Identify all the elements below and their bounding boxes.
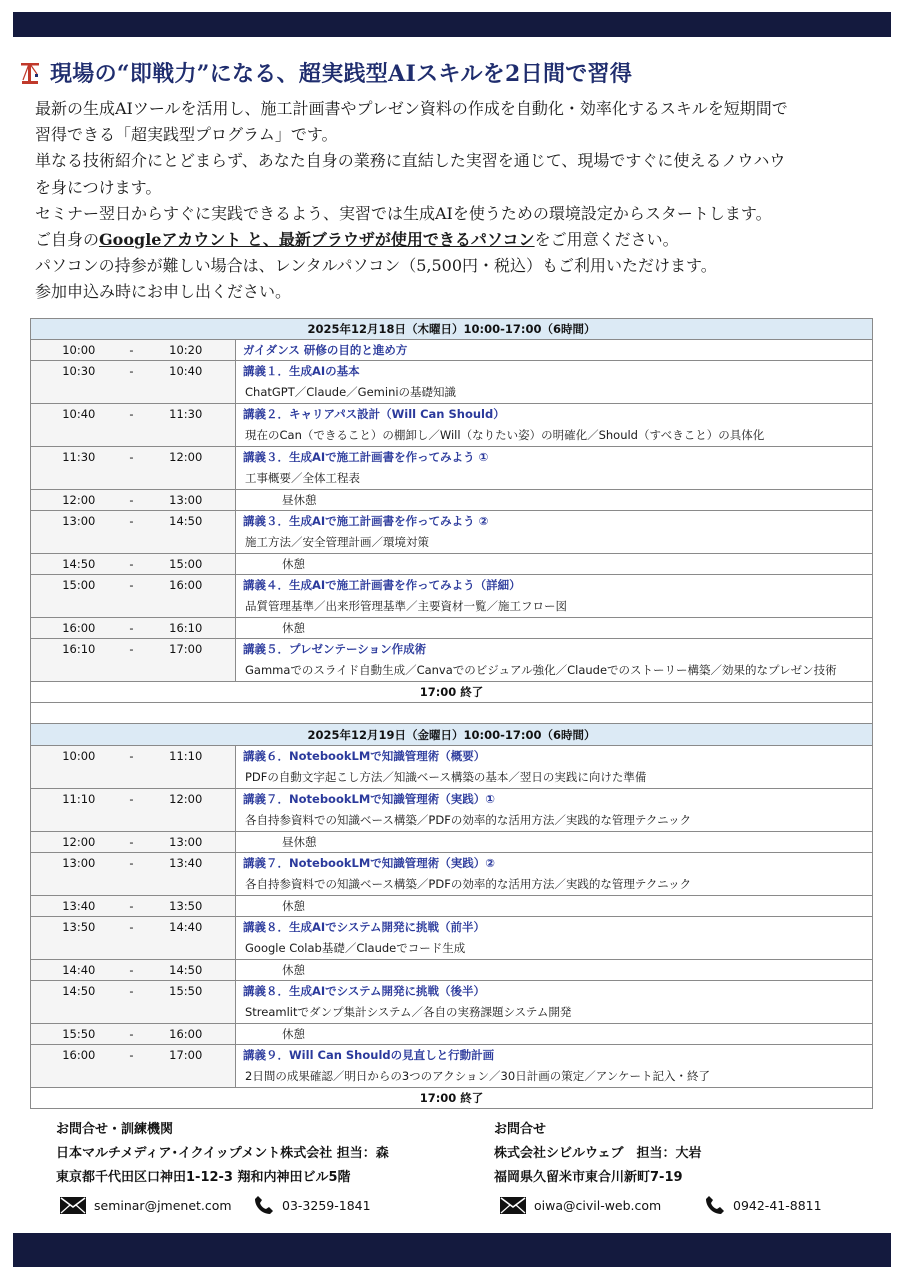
table-row xyxy=(30,511,873,554)
time-cell xyxy=(31,447,236,489)
start-time: 10:00 xyxy=(62,343,96,357)
break-label: 昼休憩 xyxy=(282,835,317,849)
lesson-title: 講義２．キャリアパス設計（Will Can Should） xyxy=(243,407,505,421)
table-row xyxy=(30,490,873,511)
requirements-emphasis: Googleアカウント と、最新ブラウザが使用できるパソコン xyxy=(99,229,535,249)
start-time: 16:00 xyxy=(62,621,96,635)
time-separator: - xyxy=(129,1048,134,1062)
phone-icon xyxy=(254,1195,274,1215)
intro-line: セミナー翌日からすぐに実践できるよう、実習では生成AIを使うための環境設定からスタートします。 xyxy=(35,203,772,223)
contact-address: 東京都千代田区口神田1-12-3 翔和内神田ビル5階 xyxy=(56,1170,351,1185)
lesson-title: 講義６．NotebookLMで知識管理術（概要） xyxy=(243,749,486,763)
start-time: 10:40 xyxy=(62,407,96,421)
end-time: 10:20 xyxy=(169,343,203,357)
contact-left xyxy=(56,1118,389,1190)
break-label: 昼休憩 xyxy=(282,493,317,507)
table-row xyxy=(30,447,873,490)
break-label: 休憩 xyxy=(282,963,305,977)
lesson-title: 講義４．生成AIで施工計画書を作ってみよう（詳細） xyxy=(243,578,521,592)
intro-line: パソコンの持参が難しい場合は、レンタルパソコン（5,500円・税込）もご利用いただけます。 xyxy=(35,256,717,276)
end-time: 15:00 xyxy=(169,557,203,571)
time-separator: - xyxy=(129,578,134,592)
lesson-description: 施工方法／安全管理計画／環境対策 xyxy=(245,535,429,549)
time-cell xyxy=(31,618,236,638)
time-cell xyxy=(31,490,236,510)
time-cell xyxy=(31,832,236,852)
table-row xyxy=(30,746,873,789)
contact-left-email[interactable] xyxy=(60,1194,232,1216)
lesson-title: ガイダンス 研修の目的と進め方 xyxy=(243,343,408,357)
time-cell xyxy=(31,639,236,681)
mail-icon xyxy=(60,1197,86,1214)
table-row xyxy=(30,361,873,404)
content-cell xyxy=(236,490,872,510)
content-cell xyxy=(236,789,872,831)
time-separator: - xyxy=(129,899,134,913)
contact-company: 日本マルチメディア･イクイップメント株式会社 担当：森 xyxy=(56,1146,389,1161)
day-header: 2025年12月18日（木曜日）10:00-17:00（6時間） xyxy=(30,318,873,340)
requirements-post: をご用意ください。 xyxy=(534,229,679,249)
intro-line: 習得できる「超実践型プログラム」です。 xyxy=(35,125,338,145)
end-time: 16:00 xyxy=(169,1027,203,1041)
email-text: oiwa@civil-web.com xyxy=(534,1197,662,1213)
schedule-table xyxy=(30,318,873,1109)
table-spacer xyxy=(30,703,873,724)
start-time: 13:00 xyxy=(62,856,96,870)
contact-left-phone[interactable] xyxy=(254,1194,371,1216)
start-time: 13:40 xyxy=(62,899,96,913)
time-cell xyxy=(31,981,236,1023)
contact-address: 福岡県久留米市東合川新町7-19 xyxy=(494,1170,683,1185)
start-time: 11:30 xyxy=(62,450,96,464)
lesson-description: Google Colab基礎／Claudeでコード生成 xyxy=(245,941,466,955)
end-time: 11:30 xyxy=(169,407,203,421)
intro-line: 単なる技術紹介にとどまらず、あなた自身の業務に直結した実習を通じて、現場ですぐに使えるノウハウ xyxy=(35,151,786,171)
end-time: 13:00 xyxy=(169,835,203,849)
table-row xyxy=(30,554,873,575)
content-cell xyxy=(236,896,872,916)
table-row xyxy=(30,832,873,853)
lesson-description: 2日間の成果確認／明日からの3つのアクション／30日計画の策定／アンケート記入・終了 xyxy=(245,1069,710,1083)
lesson-title: 講義３．生成AIで施工計画書を作ってみよう ② xyxy=(243,514,489,528)
end-time: 13:40 xyxy=(169,856,203,870)
time-cell xyxy=(31,789,236,831)
mail-icon xyxy=(500,1197,526,1214)
time-separator: - xyxy=(129,1027,134,1041)
table-row xyxy=(30,981,873,1024)
start-time: 14:50 xyxy=(62,984,96,998)
time-separator: - xyxy=(129,514,134,528)
lesson-title: 講義１．生成AIの基本 xyxy=(243,364,360,378)
requirements-pre: ご自身の xyxy=(35,229,100,249)
intro-line-requirements xyxy=(35,227,885,253)
contact-label: お問合せ xyxy=(494,1122,547,1137)
page-heading xyxy=(20,56,890,88)
content-cell xyxy=(236,575,872,617)
time-cell xyxy=(31,746,236,788)
start-time: 12:00 xyxy=(62,493,96,507)
table-row xyxy=(30,404,873,447)
email-text: seminar@jmenet.com xyxy=(94,1197,232,1213)
table-row xyxy=(30,340,873,361)
contact-right-phone[interactable] xyxy=(705,1194,822,1216)
lesson-description: 各自持参資料での知識ベース構築／PDFの効率的な活用方法／実践的な管理テクニック xyxy=(245,813,692,827)
table-row xyxy=(30,1024,873,1045)
contact-company: 株式会社シビルウェブ 担当：大岩 xyxy=(494,1146,702,1161)
contact-right-email[interactable] xyxy=(500,1194,661,1216)
table-row xyxy=(30,896,873,917)
day-header: 2025年12月19日（金曜日）10:00-17:00（6時間） xyxy=(30,724,873,746)
time-cell xyxy=(31,404,236,446)
lesson-title: 講義７．NotebookLMで知識管理術（実践）① xyxy=(243,792,496,806)
content-cell xyxy=(236,853,872,895)
end-time: 12:00 xyxy=(169,450,203,464)
start-time: 16:00 xyxy=(62,1048,96,1062)
end-time: 11:10 xyxy=(169,749,203,763)
lesson-description: Gammaでのスライド自動生成／Canvaでのビジュアル強化／Claudeでのストーリー構築／効果的なプレゼン技術 xyxy=(245,663,837,677)
table-row xyxy=(30,639,873,682)
end-time: 13:00 xyxy=(169,493,203,507)
start-time: 15:00 xyxy=(62,578,96,592)
end-time: 17:00 xyxy=(169,642,203,656)
content-cell xyxy=(236,746,872,788)
time-separator: - xyxy=(129,642,134,656)
time-cell xyxy=(31,1024,236,1044)
intro-line: を身につけます。 xyxy=(35,177,162,197)
time-cell xyxy=(31,554,236,574)
time-cell xyxy=(31,361,236,403)
phone-text: 0942-41-8811 xyxy=(733,1197,822,1213)
lesson-title: 講義３．生成AIで施工計画書を作ってみよう ① xyxy=(243,450,489,464)
content-cell xyxy=(236,404,872,446)
start-time: 14:40 xyxy=(62,963,96,977)
top-band xyxy=(13,12,891,37)
start-time: 11:10 xyxy=(62,792,96,806)
time-cell xyxy=(31,896,236,916)
lesson-title: 講義８．生成AIでシステム開発に挑戦（前半） xyxy=(243,920,486,934)
end-time: 17:00 xyxy=(169,1048,203,1062)
lesson-description: 品質管理基準／出来形管理基準／主要資材一覧／施工フロー図 xyxy=(245,599,567,613)
time-separator: - xyxy=(129,920,134,934)
start-time: 12:00 xyxy=(62,835,96,849)
table-row xyxy=(30,1045,873,1088)
intro-line: 最新の生成AIツールを活用し、施工計画書やプレゼン資料の作成を自動化・効率化するスキルを短期間で xyxy=(35,99,788,118)
table-row xyxy=(30,960,873,981)
lesson-title: 講義７．NotebookLMで知識管理術（実践）② xyxy=(243,856,496,870)
intro-text xyxy=(35,96,885,306)
end-time: 13:50 xyxy=(169,899,203,913)
content-cell xyxy=(236,960,872,980)
start-time: 13:50 xyxy=(62,920,96,934)
time-separator: - xyxy=(129,493,134,507)
time-cell xyxy=(31,853,236,895)
end-time: 16:00 xyxy=(169,578,203,592)
content-cell xyxy=(236,618,872,638)
lesson-description: 工事概要／全体工程表 xyxy=(245,471,360,485)
end-time: 15:50 xyxy=(169,984,203,998)
bottom-band xyxy=(13,1233,891,1267)
break-label: 休憩 xyxy=(282,621,305,635)
table-row xyxy=(30,917,873,960)
time-cell xyxy=(31,917,236,959)
content-cell xyxy=(236,917,872,959)
phone-text: 03-3259-1841 xyxy=(282,1197,371,1213)
start-time: 15:50 xyxy=(62,1027,96,1041)
lesson-title: 講義５．プレゼンテーション作成術 xyxy=(243,642,427,656)
lesson-description: Streamlitでダンプ集計システム／各自の実務課題システム開発 xyxy=(245,1005,572,1019)
contact-right xyxy=(494,1118,701,1190)
break-label: 休憩 xyxy=(282,1027,305,1041)
lesson-description: 現在のCan（できること）の棚卸し／Will（なりたい姿）の明確化／Should（すべきこと）の具体化 xyxy=(245,428,765,442)
lesson-description: ChatGPT／Claude／Geminiの基礎知識 xyxy=(245,385,457,399)
start-time: 10:30 xyxy=(62,364,96,378)
end-time: 14:50 xyxy=(169,963,203,977)
time-separator: - xyxy=(129,407,134,421)
time-separator: - xyxy=(129,749,134,763)
content-cell xyxy=(236,832,872,852)
day-end: 17:00 終了 xyxy=(30,682,873,703)
day-end: 17:00 終了 xyxy=(30,1088,873,1109)
content-cell xyxy=(236,340,872,360)
time-cell xyxy=(31,575,236,617)
time-cell xyxy=(31,340,236,360)
table-row xyxy=(30,618,873,639)
content-cell xyxy=(236,554,872,574)
content-cell xyxy=(236,447,872,489)
end-time: 14:40 xyxy=(169,920,203,934)
lesson-title: 講義８．生成AIでシステム開発に挑戦（後半） xyxy=(243,984,486,998)
content-cell xyxy=(236,1045,872,1087)
time-separator: - xyxy=(129,364,134,378)
intro-line: 参加申込み時にお申し出ください。 xyxy=(35,282,292,302)
content-cell xyxy=(236,981,872,1023)
end-time: 16:10 xyxy=(169,621,203,635)
time-separator: - xyxy=(129,792,134,806)
time-separator: - xyxy=(129,450,134,464)
end-time: 10:40 xyxy=(169,364,203,378)
break-label: 休憩 xyxy=(282,557,305,571)
time-separator: - xyxy=(129,984,134,998)
time-separator: - xyxy=(129,835,134,849)
end-time: 12:00 xyxy=(169,792,203,806)
start-time: 14:50 xyxy=(62,557,96,571)
break-label: 休憩 xyxy=(282,899,305,913)
lesson-description: 各自持参資料での知識ベース構築／PDFの効率的な活用方法／実践的な管理テクニック xyxy=(245,877,692,891)
table-row xyxy=(30,789,873,832)
lesson-description: PDFの自動文字起こし方法／知識ベース構築の基本／翌日の実践に向けた準備 xyxy=(245,770,647,784)
time-separator: - xyxy=(129,856,134,870)
content-cell xyxy=(236,1024,872,1044)
time-cell xyxy=(31,1045,236,1087)
page-title: 現場の“即戦力”になる、超実践型AIスキルを2日間で習得 xyxy=(50,60,633,87)
end-time: 14:50 xyxy=(169,514,203,528)
content-cell xyxy=(236,639,872,681)
content-cell xyxy=(236,511,872,553)
lesson-title: 講義９．Will Can Shouldの見直しと行動計画 xyxy=(243,1048,495,1062)
table-row xyxy=(30,853,873,896)
content-cell xyxy=(236,361,872,403)
start-time: 16:10 xyxy=(62,642,96,656)
time-cell xyxy=(31,511,236,553)
start-time: 10:00 xyxy=(62,749,96,763)
crane-icon xyxy=(20,60,40,84)
time-separator: - xyxy=(129,963,134,977)
table-row xyxy=(30,575,873,618)
contact-label: お問合せ・訓練機関 xyxy=(56,1122,174,1137)
time-separator: - xyxy=(129,621,134,635)
phone-icon xyxy=(705,1195,725,1215)
start-time: 13:00 xyxy=(62,514,96,528)
time-cell xyxy=(31,960,236,980)
time-separator: - xyxy=(129,557,134,571)
time-separator: - xyxy=(129,343,134,357)
